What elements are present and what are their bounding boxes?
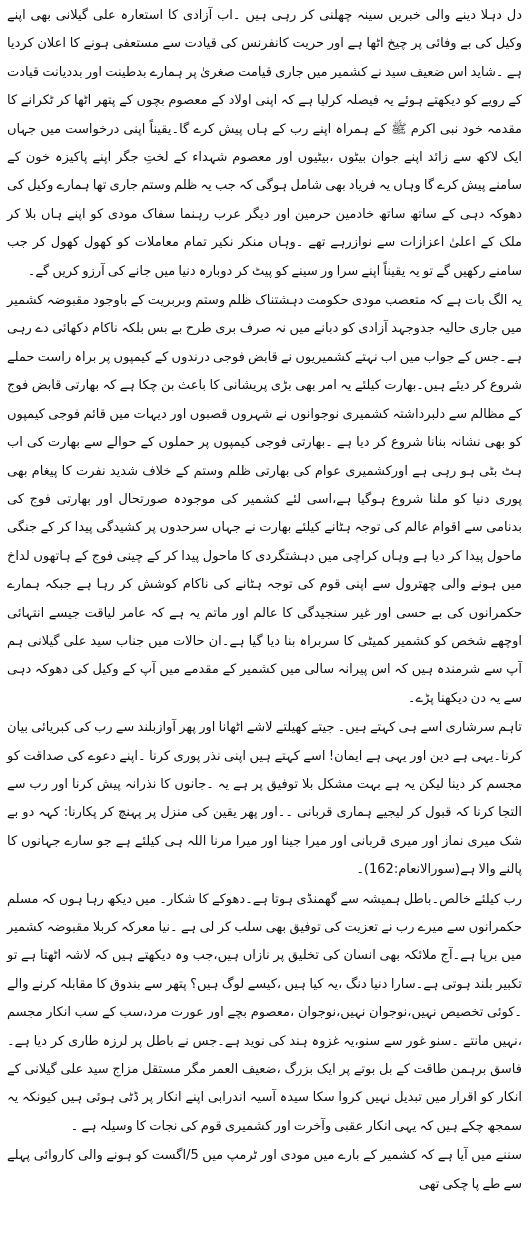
article-paragraph-4: رب کیلئے خالص۔باطل ہمیشہ سے گھمنڈی ہوتا ہے۔دھوکے کا شکار۔ میں دیکھ رہا ہوں کہ مسلم حکمرانوں سے میرے رب نے تعزیت کی توفیق بھی سلب کر لی ہے ۔نیا معرکہ کربلا مقبوضہ کشمیر میں برپا ہے۔آج ملائکہ بھی انسان کی تخلیق پر نازاں ہیں،جب وہ دیکھتے ہیں کہ لاشہ اٹھتا ہے تو تکبیر بلند ہوتی ہے۔سارا دنیا دنگ ،یہ کیا ہیں ،کیسے لوگ ہیں؟ پتھر سے بندوق کا مقابلہ کرنے والے ۔کوئی تخصیص نہیں،نوجوان نہیں،نوجوان ،معصوم بچے اور عورت مرد،سب کے سب انکار مجسم ،نہیں مانتے ۔سنو غور سے سنو،یہ غزوہ ہند کی نوید ہے۔جس نے باطل پر لرزہ طاری کر دیا ہے۔فاسق برہمن طاقت کے بل بوتے پر ایک بزرگ ،ضعیف العمر مگر مستقل مزاج سید علی گیلانی کے انکار کو اقرار میں تبدیل نہیں کروا سکا سیدہ آسیہ اندرابی اپنے انکار پر ڈٹی ہوئی ہیں کیونکہ یہ سمجھ چکے ہیں کہ یہی انکار عقبی وآخرت اور کشمیری قوم کی نجات کا وسیلہ ہے ۔ bbox=[7, 891, 522, 1134]
article-paragraph-2: یہ الگ بات ہے کہ متعصب مودی حکومت دہشتناک ظلم وستم وبربریت کے باوجود مقبوضہ کشمیر میں جاری حالیہ جدوجہد آزادی کو دبانے میں نہ صرف بری طرح بے بس بلکہ ناکام دکھائی دے رہی ہے۔جس کے جواب میں اب نہتے کشمیریوں نے قابض فوجی درندوں کے کیمپوں پر براہ راست حملے شروع کر دیئے ہیں۔بھارت کیلئے یہ امر بھی بڑی پریشانی کا باعث بن چکا ہے کہ بھارتی قابض فوج کے مظالم سے دلبرداشتہ کشمیری نوجوانوں نے شہروں قصبوں اور دیہات میں قائم فوجی کیمپوں کو بھی نشانہ بنانا شروع کر دیا ہے ۔بھارتی فوجی کیمپوں پر حملوں کے حوالے سے بھارت کی اب ہٹ بٹی ہو رہی ہے اورکشمیری عوام کی بھارتی ظلم وستم کے خلاف شدید نفرت کا پیغام بھی پوری دنیا کو ملنا شروع ہوگیا ہے،اسی لئے کشمیر کی موجودہ صورتحال اور بھارتی فوج کی بدنامی سے اقوام عالم کی توجہ ہٹانے کیلئے بھارت نے جہاں سرحدوں پر کشیدگی پیدا کر کے جنگی ماحول پیدا کر دیا ہے وہاں کراچی میں دہشتگردی کا ماحول پیدا کر کے چینی فوج کے ہاتھوں لداخ میں ہونے والی چھترول سے اپنی قوم کی توجہ ہٹانے کی ناکام کوشش کر رہا ہے جبکہ ہمارے حکمرانوں کی بے حسی اور غیر سنجیدگی کا عالم اور ماتم یہ ہے کہ عامر لیاقت جیسے انتہائی اوچھے شخص کو کشمیر کمیٹی کا سربراہ بنا دیا گیا ہے۔ان حالات میں جناب سید علی گیلانی ہم آپ سے شرمندہ ہیں کہ اس پیرانہ سالی میں کشمیر کے مقدمے میں آپ کے وکیل کی دھوکہ دہی سے یہ دن دیکھنا پڑے۔ bbox=[7, 293, 522, 706]
article-paragraph-5: سننے میں آیا ہے کہ کشمیر کے بارے میں مودی اور ٹرمپ میں 5/اگست کو ہونے والی کاروائی پہلے سے طے پا چکی تھی bbox=[7, 1148, 522, 1192]
article-paragraph-3: تاہم سرشاری اسے ہی کہتے ہیں۔ جیتے کھیلتے لاشے اٹھانا اور پھر آوازبلند سے رب کی کبریائی بیان کرنا۔یہی ہے دین اور یہی ہے ایمان! اسے کہتے ہیں اپنی نذر پوری کرنا ۔اپنے دعوے کی صداقت کو مجسم کر دینا لیکن یہ ہے بہت مشکل بلا توفیق پر ہے یہ ۔جانوں کا نذرانہ پیش کرنا اور رب سے التجا کرنا کہ قبول کر لیجیے ہماری قربانی ۔۔اور پھر یقین کی منزل پر پہنچ کر پکارنا: کہہ دو بے شک میری نماز اور میری قربانی اور میرا جینا اور میرا مرنا اللہ ہی کیلئے ہے جو سارے جہانوں کا پالنے والا ہے(سورالانعام:162)۔ bbox=[7, 720, 522, 878]
article-paragraph-1: دل دہلا دینے والی خبریں سینہ چھلنی کر رہی ہیں ۔اب آزادی کا استعارہ علی گیلانی بھی اپنے وکیل کی بے وفائی پر چیخ اٹھا ہے اور حریت کانفرنس کی قیادت سے مستعفی ہونے کا اعلان کردیا ہے ۔شاید اس ضعیف سید نے کشمیر میں جاری قیامت صغریٰ پر ہمارے بدطینت اور بددیانت قیادت کے رویے کو دیکھتے ہوئے یہ فیصلہ کرلیا ہے کہ اپنی اولاد کے معصوم بچوں کے پتھر اٹھا کر ٹکرانے کا مقدمہ خود نبی اکرم ﷺ کے ہمراہ اپنے رب کے ہاں پیش کرے گا۔یقیناً اپنی درخواست میں جہاں ایک لاکھ سے زائد اپنے جوان بیٹوں ،بیٹیوں اور معصوم شہداء کے لختِ جگر اپنے پاکیزہ خون کے سامنے پیش کرے گا وہاں یہ فریاد بھی شامل ہوگی کہ جب یہ ظلم وستم جاری تھا ہمارے وکیل کی دھوکہ دہی کے ساتھ ساتھ خادمین حرمین اور دیگر عرب رہنما سفاک مودی کو اپنے ہاں بلا کر ملک کے اعلیٰ اعزازات سے نوازرہے تھے ۔وہاں منکر نکیر تمام معاملات کو کھول کھول کر جب سامنے رکھیں گے تو یہ یقیناً اپنے سرا ور سینے کو پیٹ کر دوبارہ دنیا میں جانے کی آرزو کریں گے۔ bbox=[7, 8, 522, 279]
